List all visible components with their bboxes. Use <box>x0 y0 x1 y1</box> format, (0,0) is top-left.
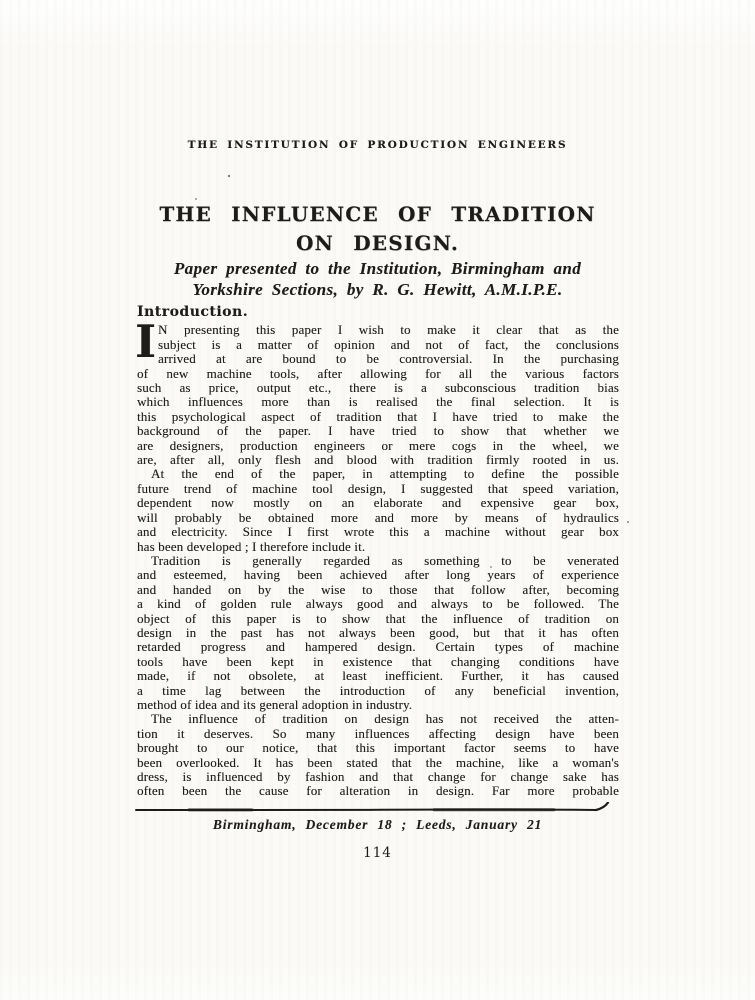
text-line: tools have been kept in existence that changing conditions have <box>137 653 619 669</box>
paper-subtitle-line1: Paper presented to the Institution, Birmingham and <box>173 259 582 278</box>
text-line: The influence of tradition on design has not received the atten- <box>151 711 619 727</box>
section-heading: Introduction. <box>137 304 249 320</box>
text-line: are, after all, only flesh and blood with tradition firmly rooted in us. <box>137 452 619 468</box>
text-line: N presenting this paper I wish to make it clear that as the <box>158 322 619 338</box>
paragraph <box>137 554 619 712</box>
body-text <box>135 315 619 799</box>
text-line: dress, is influenced by fashion and that change for change sake has <box>137 769 619 784</box>
scan-artifact-dot <box>228 175 230 177</box>
text-line: method of idea and its general adoption in industry. <box>137 696 413 712</box>
text-line: object of this paper is to show that the influence of tradition on <box>137 610 619 626</box>
text-line: which influences more than is realised the final selection. It is <box>137 394 619 410</box>
text-line: such as price, output etc., there is a subconscious tradition bias <box>137 380 619 396</box>
text-line: and electricity. Since I first wrote this a machine without gear box <box>137 524 619 540</box>
paper-subtitle <box>0 259 755 300</box>
paragraph <box>135 315 619 468</box>
text-line: made, if not obsolete, at least inefficient. Further, it has caused <box>137 668 619 684</box>
text-line: and handed on by the wise to those that follow after, becoming <box>137 581 619 597</box>
paragraph <box>137 467 619 553</box>
paper-subtitle-line2: Yorkshire Sections, by R. G. Hewitt, A.M.I.P.E. <box>192 279 563 299</box>
paper-title-line1: THE INFLUENCE OF TRADITION <box>159 202 596 226</box>
text-line: background of the paper. I have tried to show that whether we <box>137 423 619 439</box>
dropcap-initial: I <box>135 315 157 369</box>
page-number: 114 <box>363 845 392 861</box>
text-line: future trend of machine tool design, I suggested that speed variation, <box>137 480 619 496</box>
footer-presentation-note: Birmingham, December 18 ; Leeds, January 21 <box>212 817 543 832</box>
text-line: tion it deserves. So many influences affecting design have been <box>137 725 619 741</box>
scan-artifact-dot <box>627 521 629 523</box>
text-line: a time lag between the introduction of any beneficial invention, <box>137 682 619 698</box>
paper-title-line2: ON DESIGN. <box>295 230 460 255</box>
text-line: has been developed ; I therefore include it. <box>137 538 366 554</box>
text-line: will probably be obtained more and more by means of hydraulics <box>137 509 619 525</box>
text-line: often been the cause for alteration in design. Far more probable <box>137 783 619 799</box>
text-line: of new machine tools, after allowing for all the various factors <box>137 365 619 381</box>
text-line: are designers, production engineers or mere cogs in the wheel, we <box>137 437 619 453</box>
text-line: At the end of the paper, in attempting to define the possible <box>151 466 619 482</box>
body-column <box>137 305 619 799</box>
running-head: THE INSTITUTION OF PRODUCTION ENGINEERS <box>187 139 568 151</box>
paper-title <box>0 200 755 257</box>
text-line: brought to our notice, that this important factor seems to have <box>137 740 619 756</box>
text-line: a kind of golden rule always good and always to be followed. The <box>137 596 619 612</box>
text-line: retarded progress and hampered design. Certain types of machine <box>137 639 619 655</box>
text-line: and esteemed, having been achieved after long years of experience <box>137 567 619 583</box>
text-line: design in the past has not always been good, but that it has often <box>137 624 619 640</box>
footer-rule <box>134 802 616 818</box>
text-line: dependent now mostly on an elaborate and expensive gear box, <box>137 495 619 511</box>
text-line: Tradition is generally regarded as something to be venerated <box>151 552 619 568</box>
text-line: this psychological aspect of tradition that I have tried to make the <box>137 408 619 424</box>
text-line: arrived at are bound to be controversial. In the purchasing <box>158 351 619 367</box>
text-line: been overlooked. It has been stated that the machine, like a woman's <box>137 754 619 770</box>
text-line: subject is a matter of opinion and not of fact, the conclusions <box>158 336 619 352</box>
paragraph <box>137 712 619 798</box>
